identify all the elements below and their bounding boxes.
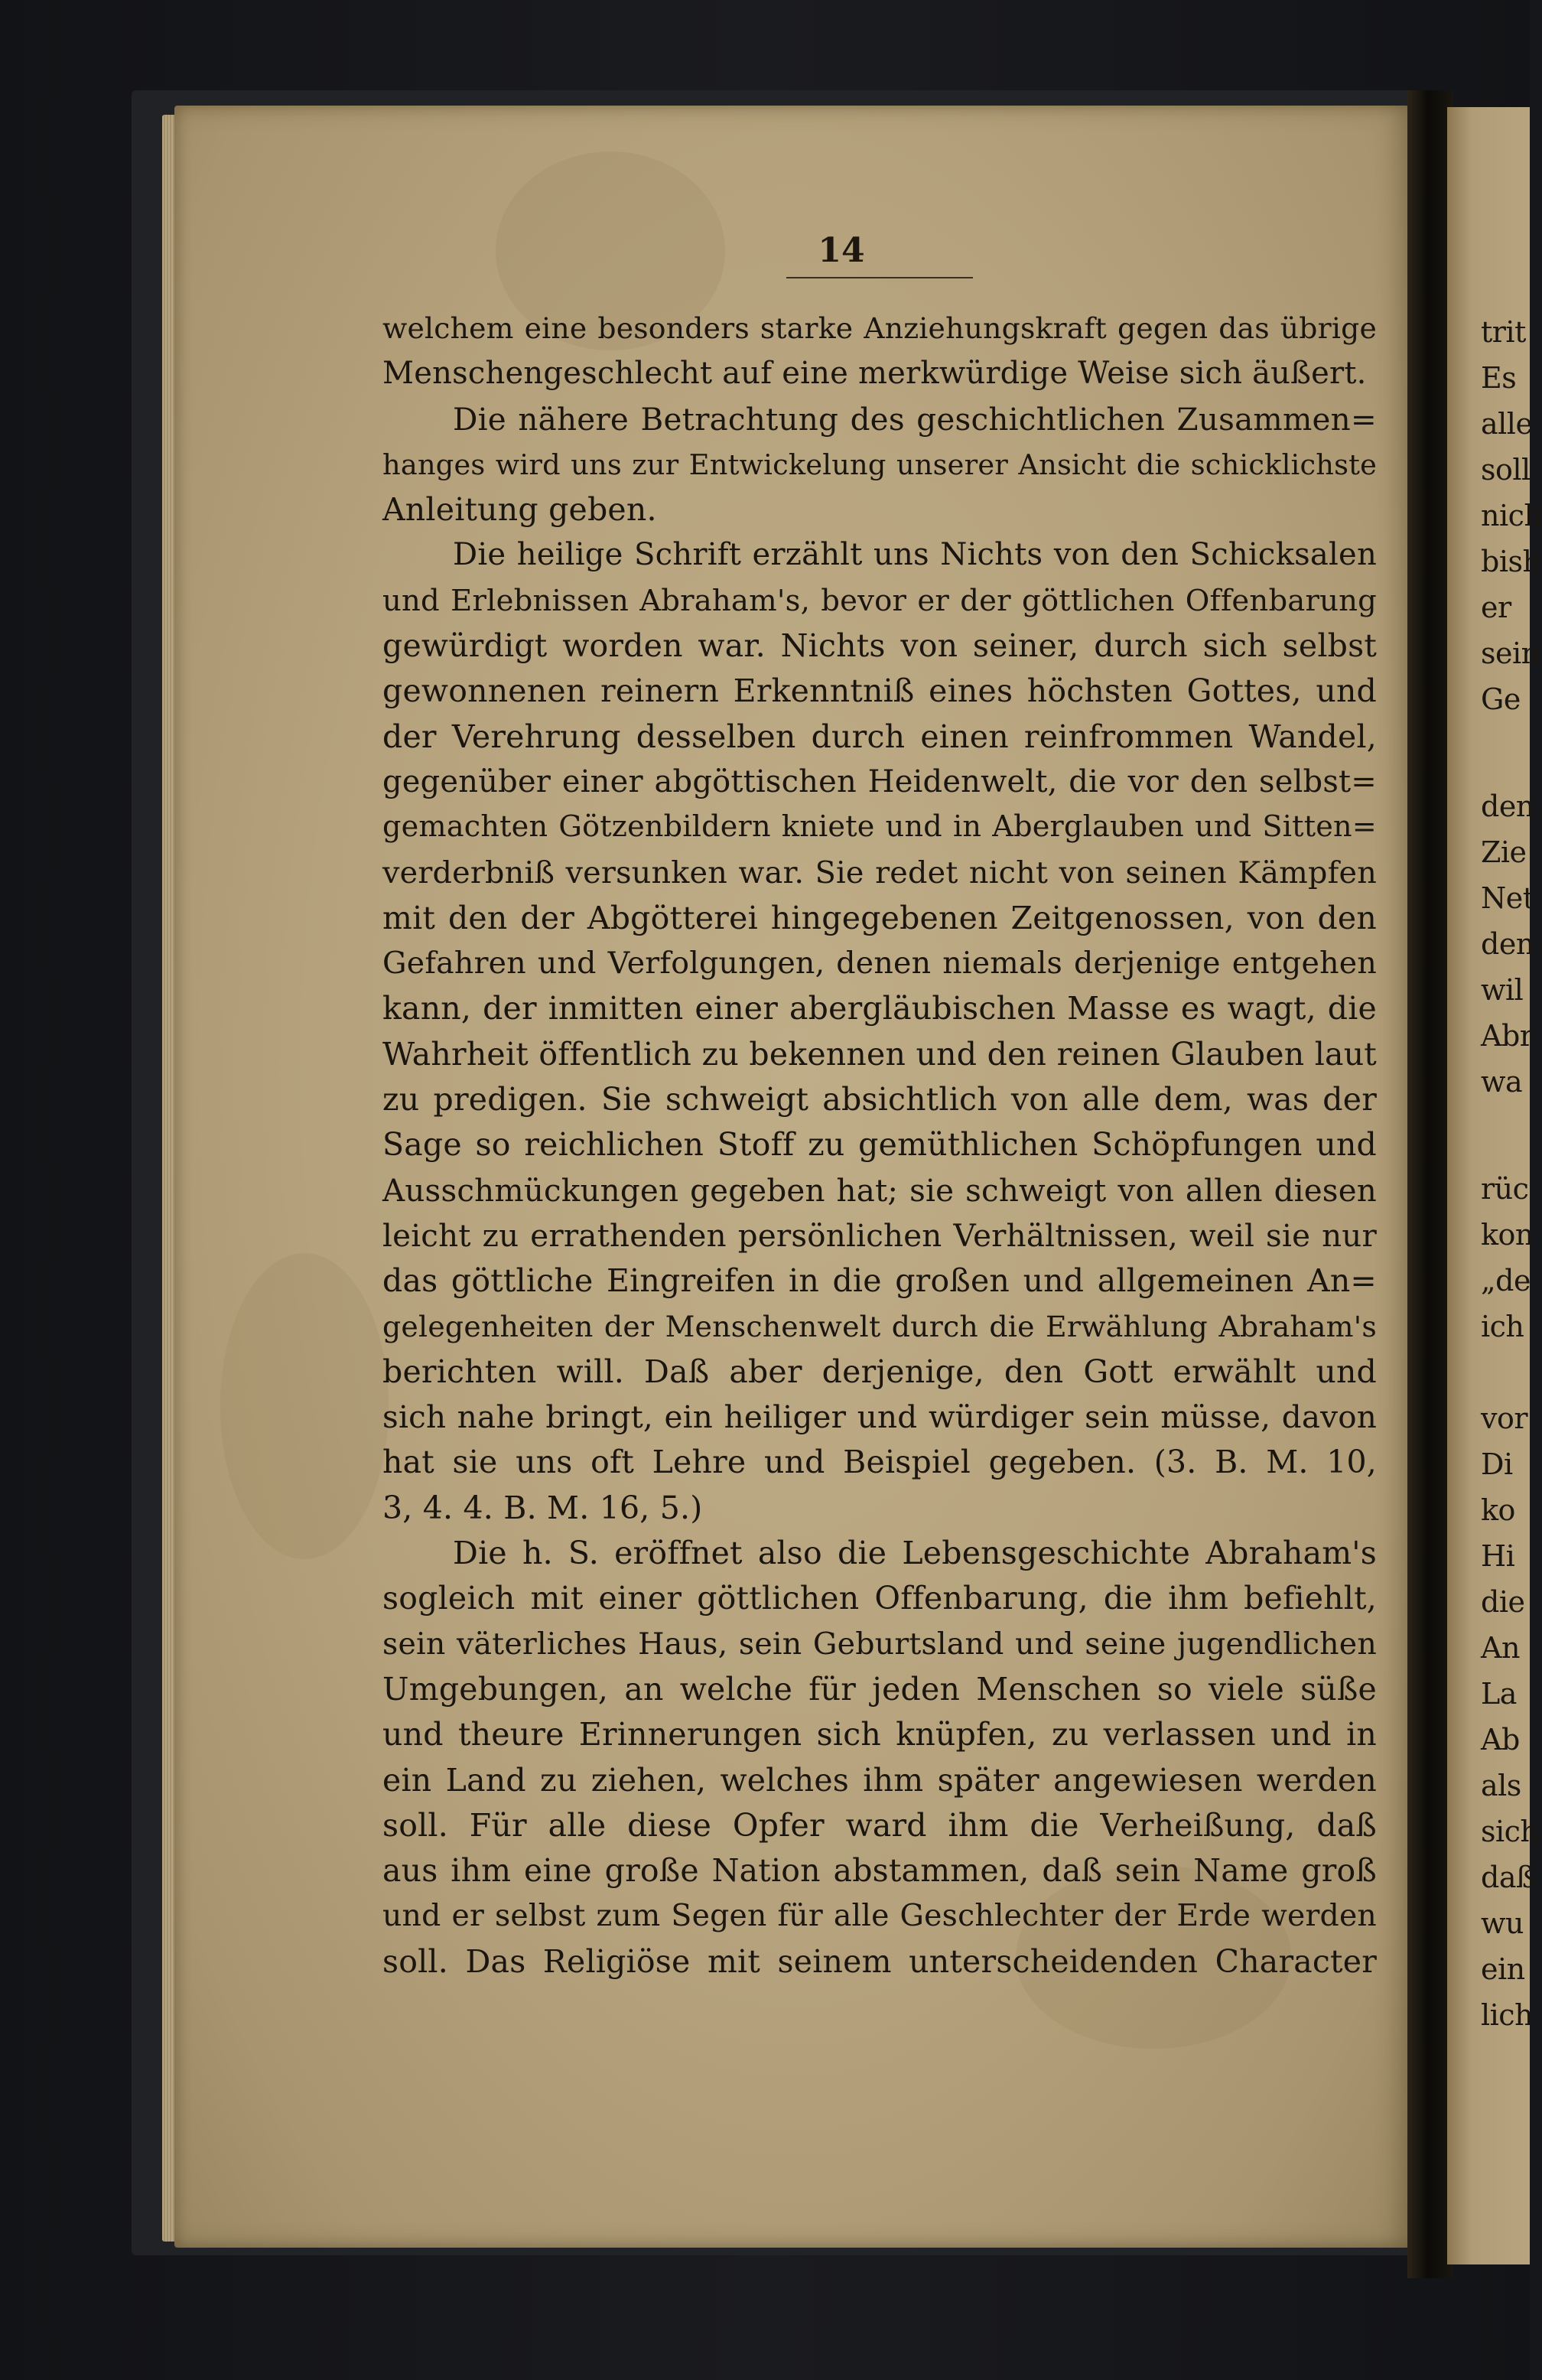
- text-line: Die heilige Schrift erzählt uns Nichts von den Schicksalen: [453, 537, 1377, 573]
- next-page-fragment: An: [1481, 1631, 1520, 1665]
- text-line: zu predigen. Sie schweigt absichtlich von alle dem, was der: [382, 1081, 1377, 1118]
- next-page-fragment: bish: [1481, 545, 1541, 578]
- text-line: das göttliche Eingreifen in die großen und allgemeinen An=: [382, 1262, 1377, 1300]
- next-page-fragment: sich: [1481, 1815, 1539, 1848]
- next-page-fragment: er: [1481, 591, 1511, 624]
- text-line: verderbniß versunken war. Sie redet nicht von seinen Kämpfen: [382, 855, 1377, 890]
- text-line: welchem eine besonders starke Anziehungskraft gegen das übrige: [382, 311, 1377, 345]
- next-page-fragment: sein: [1481, 637, 1540, 670]
- text-line: ein Land zu ziehen, welches ihm später angewiesen werden: [382, 1761, 1377, 1799]
- next-page-fragment: daß: [1481, 1861, 1535, 1894]
- next-page-fragment: Ab: [1481, 1723, 1520, 1757]
- text-line: Gefahren und Verfolgungen, denen niemals derjenige entgehen: [382, 946, 1377, 982]
- text-line: Umgebungen, an welche für jeden Menschen so viele süße: [382, 1670, 1377, 1708]
- next-page-fragment: Es: [1481, 361, 1517, 395]
- next-page-fragment: La: [1481, 1677, 1517, 1711]
- text-line: aus ihm eine große Nation abstammen, daß sein Name groß: [382, 1852, 1377, 1890]
- next-page-fragment: Ge: [1481, 682, 1521, 716]
- page-body-text: [382, 306, 1377, 1984]
- next-page-fragment: ich: [1481, 1310, 1524, 1343]
- text-line: 3, 4. 4. B. M. 16, 5.): [382, 1489, 703, 1526]
- text-line: kann, der inmitten einer abergläubischen Masse es wagt, die: [382, 990, 1377, 1027]
- text-line: und Erlebnissen Abraham's, bevor er der göttlichen Offenbarung: [382, 583, 1377, 618]
- text-line: und er selbst zum Segen für alle Geschlechter der Erde werden: [382, 1898, 1377, 1934]
- next-page-fragment: lich: [1481, 1998, 1534, 2032]
- text-line: gelegenheiten der Menschenwelt durch die Erwählung Abraham's: [382, 1309, 1377, 1343]
- text-line: leicht zu errathenden persönlichen Verhältnissen, weil sie nur: [382, 1217, 1377, 1254]
- next-page-fragment: soll: [1481, 453, 1531, 487]
- text-line: Die nähere Betrachtung des geschichtlichen Zusammen=: [453, 400, 1377, 438]
- next-page-fragment: den: [1481, 790, 1534, 823]
- page-number: 14: [818, 231, 865, 270]
- next-page-fragment: wil: [1481, 973, 1524, 1007]
- next-page-fragment: vor: [1481, 1402, 1528, 1435]
- next-page-fragment: als: [1481, 1769, 1521, 1802]
- text-line: soll. Für alle diese Opfer ward ihm die Verheißung, daß: [382, 1806, 1377, 1844]
- text-line: gewürdigt worden war. Nichts von seiner, durch sich selbst: [382, 627, 1377, 665]
- text-line: sogleich mit einer göttlichen Offenbarung, die ihm befiehlt,: [382, 1580, 1377, 1617]
- next-page-fragment: wa: [1481, 1065, 1523, 1099]
- text-line: Ausschmückungen gegeben hat; sie schweigt von allen diesen: [382, 1172, 1377, 1209]
- text-line: und theure Erinnerungen sich knüpfen, zu verlassen und in: [382, 1716, 1377, 1753]
- text-line: berichten will. Daß aber derjenige, den Gott erwählt und: [382, 1353, 1377, 1390]
- text-line: Die h. S. eröffnet also die Lebensgeschichte Abraham's: [453, 1535, 1377, 1572]
- paper-stain: [220, 1253, 389, 1559]
- next-page-fragment: Di: [1481, 1447, 1513, 1481]
- header-rule: [786, 277, 973, 278]
- text-line: soll. Das Religiöse mit seinem unterscheidenden Character: [382, 1942, 1377, 1980]
- text-line: sein väterliches Haus, sein Geburtsland und seine jugendlichen: [382, 1626, 1377, 1662]
- next-page-fragment: Net: [1481, 881, 1534, 915]
- next-page-fragment: „de: [1481, 1264, 1531, 1297]
- next-page-fragment: den: [1481, 927, 1534, 961]
- text-line: der Verehrung desselben durch einen reinfrommen Wandel,: [382, 718, 1377, 755]
- text-line: Wahrheit öffentlich zu bekennen und den reinen Glauben laut: [382, 1035, 1377, 1073]
- next-page-fragment: ko: [1481, 1493, 1515, 1527]
- text-line: gegenüber einer abgöttischen Heidenwelt, die vor den selbst=: [382, 763, 1377, 799]
- text-line: Menschengeschlecht auf eine merkwürdige Weise sich äußert.: [382, 356, 1367, 392]
- next-page-fragment: trit: [1481, 315, 1526, 349]
- text-line: Sage so reichlichen Stoff zu gemüthlichen Schöpfungen und: [382, 1126, 1377, 1164]
- text-line: Anleitung geben.: [382, 491, 657, 529]
- text-line: mit den der Abgötterei hingegebenen Zeitgenossen, von den: [382, 899, 1377, 936]
- next-page-fragment: Zie: [1481, 835, 1527, 869]
- next-page-sliver: [1447, 107, 1542, 2264]
- next-page-fragment: alle: [1481, 407, 1533, 441]
- next-page-fragment: nich: [1481, 499, 1542, 532]
- next-page-fragment: kon: [1481, 1218, 1534, 1252]
- next-page-fragment: die: [1481, 1585, 1525, 1619]
- next-page-fragment: Hi: [1481, 1539, 1515, 1573]
- text-line: hanges wird uns zur Entwickelung unserer Ansicht die schicklichste: [382, 448, 1377, 481]
- next-page-fragment: ein: [1481, 1952, 1525, 1986]
- text-line: gemachten Götzenbildern kniete und in Aberglauben und Sitten=: [382, 810, 1377, 845]
- next-page-fragment: Abr: [1481, 1019, 1534, 1053]
- next-page-fragment: wu: [1481, 1906, 1524, 1940]
- text-line: hat sie uns oft Lehre und Beispiel gegeben. (3. B. M. 10,: [382, 1444, 1377, 1481]
- book-gutter: [1407, 90, 1453, 2278]
- next-page-fragment: rüc: [1481, 1172, 1529, 1206]
- text-line: gewonnenen reinern Erkenntniß eines höchsten Gottes, und: [382, 672, 1377, 710]
- text-line: sich nahe bringt, ein heiliger und würdiger sein müsse, davon: [382, 1398, 1377, 1436]
